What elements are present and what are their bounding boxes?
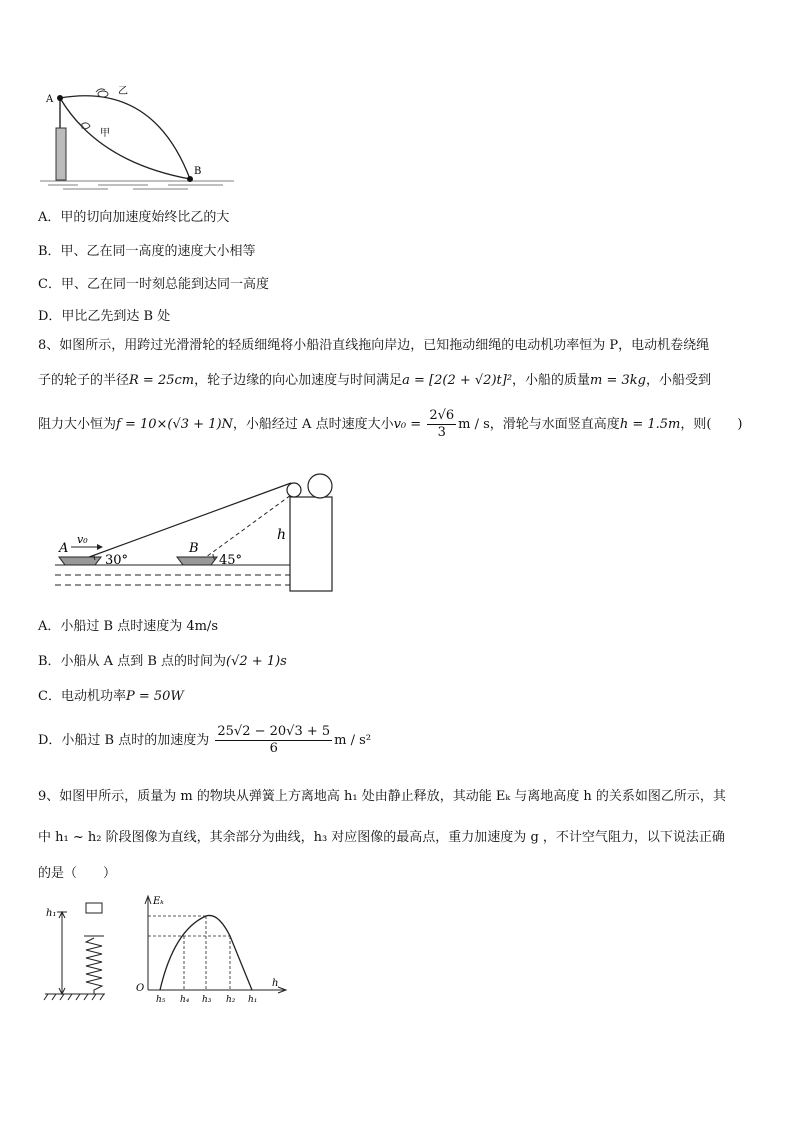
label-v0: v₀: [77, 533, 88, 546]
q7-option-a: A．甲的切向加速度始终比乙的大: [38, 210, 230, 225]
label-A: A: [46, 94, 54, 105]
tick-h4: h₄: [180, 995, 190, 1005]
tower: [290, 497, 332, 591]
q8-option-b: B．小船从 A 点到 B 点的时间为(√2 + 1)s: [38, 654, 287, 669]
label-h1: h₁: [46, 908, 57, 919]
q9-line-1: 9、如图甲所示，质量为 m 的物块从弹簧上方离地高 h₁ 处由静止释放，其动能 Eₖ 与离地高度 h 的关系如图乙所示，其: [38, 789, 726, 804]
point-A: [57, 95, 63, 101]
q7-option-d: D．甲比乙先到达 B 处: [38, 309, 171, 324]
q8-option-a: A．小船过 B 点时速度为 4m/s: [38, 619, 218, 634]
point-B: [187, 176, 193, 182]
pole: [56, 128, 66, 180]
label-h: h: [277, 527, 287, 543]
motor-wheel: [308, 474, 332, 498]
label-B: B: [194, 166, 202, 177]
block: [86, 903, 102, 913]
tick-h3: h₃: [202, 995, 212, 1005]
label-yi: 乙: [118, 86, 128, 97]
boat-B: [177, 557, 217, 565]
spring: [86, 938, 102, 994]
figure-spring-graph: [40, 890, 300, 1010]
track-yi: [60, 96, 190, 179]
accel-fraction: $\frac{25√2 - 20√3 + 5}{6}$: [217, 724, 331, 756]
label-angle-30: 30°: [105, 553, 129, 568]
label-B: B: [189, 541, 199, 556]
q7-option-c: C．甲、乙在同一时刻总能到达同一高度: [38, 277, 269, 292]
q8-line-1: 8、如图所示，用跨过光滑滑轮的轻质细绳将小船沿直线拖向岸边，已知拖动细绳的电动机功率恒为 P，电动机卷绕绳: [38, 338, 710, 353]
label-angle-45: 45°: [219, 553, 243, 568]
water-surface: [40, 181, 234, 189]
q8-option-c: C．电动机功率P = 50W: [38, 689, 184, 704]
tick-h2: h₂: [226, 995, 236, 1005]
rope-A: [81, 483, 291, 560]
q9-line-3: 的是（ ）: [38, 866, 117, 881]
figure-track-pole: [38, 82, 238, 192]
q9-line-2: 中 h₁ ~ h₂ 阶段图像为直线，其余部分为曲线，h₃ 对应图像的最高点，重力加速度为 g ，不计空气阻力，以下说法正确: [38, 830, 725, 845]
tick-h5: h₅: [156, 995, 166, 1005]
track-jia: [60, 98, 190, 179]
q8-line-3: 阻力大小恒为f = 10×(√3 + 1)N，小船经过 A 点时速度大小v₀ = $\frac{2√6}{3}$ m / s，滑轮与水面竖直高度h = 1.5m，则( ): [38, 408, 743, 440]
water-lines: [55, 565, 290, 585]
q7-option-b: B．甲、乙在同一高度的速度大小相等: [38, 244, 256, 259]
label-Ek: Eₖ: [153, 896, 164, 907]
pulley: [287, 483, 301, 497]
ground: [44, 994, 105, 1000]
figure-boat-pulley: [55, 465, 345, 595]
label-jia: 甲: [100, 128, 110, 139]
q8-line-2: 子的轮子的半径R = 25cm，轮子边缘的向心加速度与时间满足a = [2(2 + √2)t]²，小船的质量m = 3kg，小船受到: [38, 373, 712, 388]
label-A: A: [59, 541, 69, 556]
label-h-axis: h: [272, 978, 279, 989]
tick-h1: h₁: [248, 995, 258, 1005]
q8-option-d: D．小船过 B 点时的加速度为 $\frac{25√2 - 20√3 + 5}{6}$ m / s²: [38, 724, 372, 756]
label-O: O: [136, 983, 145, 994]
v0-fraction: $\frac{2√6}{3}$: [429, 408, 455, 440]
